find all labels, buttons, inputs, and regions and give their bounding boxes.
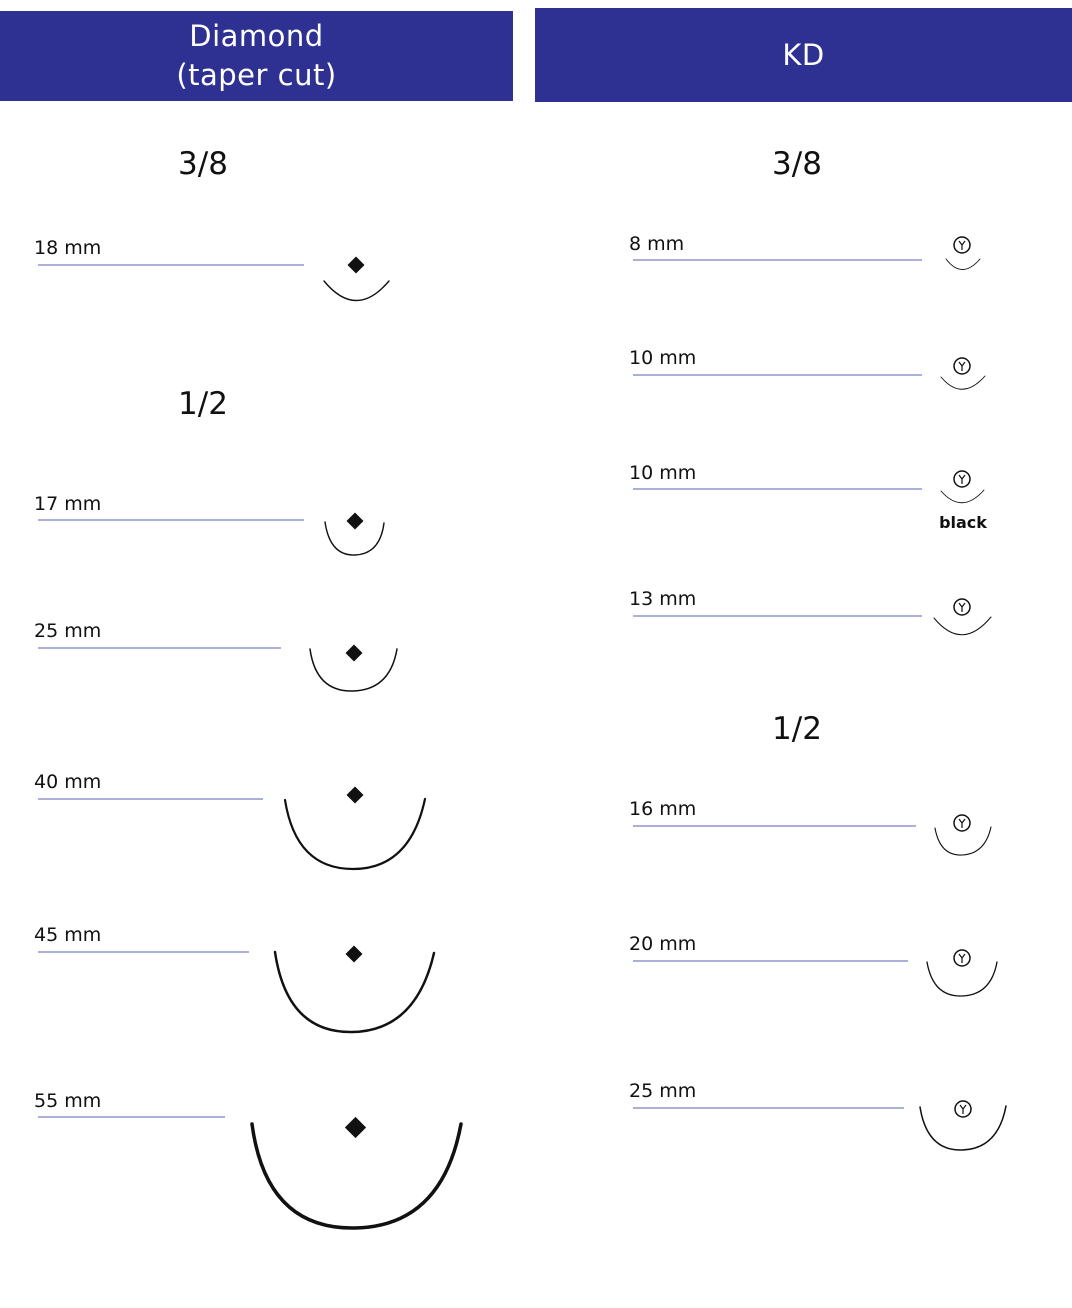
needle-curve bbox=[275, 952, 434, 1032]
curvature-heading: 1/2 bbox=[772, 711, 822, 747]
circled-y-icon bbox=[954, 815, 970, 831]
needle-length-label: 10 mm bbox=[629, 347, 697, 369]
circled-y-icon bbox=[954, 599, 970, 615]
circled-y-icon bbox=[954, 237, 970, 253]
curvature-heading: 1/2 bbox=[178, 386, 228, 422]
needle-length-label: 18 mm bbox=[34, 237, 102, 259]
header-title-line: (taper cut) bbox=[176, 58, 337, 92]
diamond-cross-section-icon bbox=[345, 1117, 366, 1138]
diamond-cross-section-icon bbox=[347, 787, 364, 804]
needle-length-label: 8 mm bbox=[629, 233, 685, 255]
needle-curve bbox=[324, 281, 389, 301]
needle-curve bbox=[941, 376, 985, 389]
needle-curve bbox=[934, 617, 991, 635]
needle-color-note: black bbox=[939, 513, 987, 532]
diamond-cross-section-icon bbox=[347, 513, 364, 530]
circled-y-icon bbox=[954, 471, 970, 487]
needle-length-label: 25 mm bbox=[34, 620, 102, 642]
needle-length-label: 10 mm bbox=[629, 462, 697, 484]
needle-length-label: 20 mm bbox=[629, 933, 697, 955]
needle-length-label: 17 mm bbox=[34, 493, 102, 515]
curvature-heading: 3/8 bbox=[178, 146, 228, 182]
needle-curve bbox=[941, 490, 984, 503]
needle-length-label: 25 mm bbox=[629, 1080, 697, 1102]
needle-length-label: 40 mm bbox=[34, 771, 102, 793]
needle-curve bbox=[285, 799, 425, 869]
needle-length-label: 55 mm bbox=[34, 1090, 102, 1112]
needle-length-label: 16 mm bbox=[629, 798, 697, 820]
header-title-line: KD bbox=[782, 37, 825, 72]
header-title-line: Diamond bbox=[189, 19, 324, 53]
diamond-cross-section-icon bbox=[346, 946, 363, 963]
needle-curve bbox=[927, 962, 997, 996]
needle-curve bbox=[946, 259, 980, 270]
needle-length-label: 13 mm bbox=[629, 588, 697, 610]
curvature-heading: 3/8 bbox=[772, 146, 822, 182]
diamond-cross-section-icon bbox=[346, 645, 363, 662]
circled-y-icon bbox=[954, 950, 970, 966]
needle-curve bbox=[252, 1124, 461, 1228]
needle-length-label: 45 mm bbox=[34, 924, 102, 946]
circled-y-icon bbox=[955, 1101, 971, 1117]
diamond-cross-section-icon bbox=[348, 257, 365, 274]
circled-y-icon bbox=[954, 358, 970, 374]
